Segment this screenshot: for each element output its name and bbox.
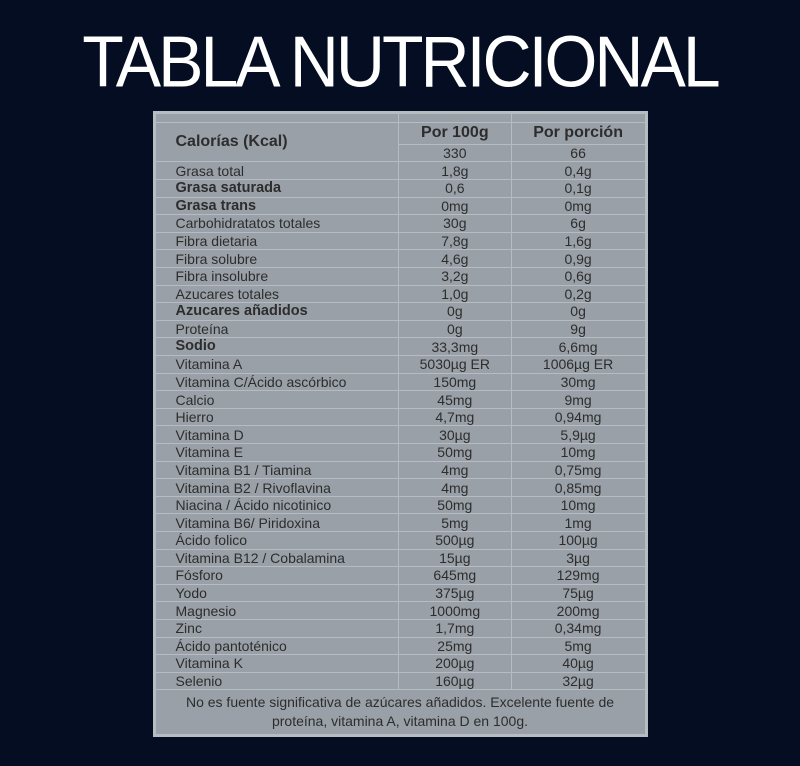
nutrient-label: Azucares totales — [154, 285, 398, 303]
table-row — [154, 584, 646, 602]
footer-note — [154, 690, 646, 736]
nutrient-value-per-portion: 0,1g — [511, 179, 646, 197]
table-row — [154, 232, 646, 250]
footer-note-line-2: proteína, vitamina A, vitamina D en 100g. — [271, 713, 529, 730]
nutrient-value-per-portion: 9mg — [511, 391, 646, 409]
nutrient-value-per-portion: 5,9µg — [511, 426, 646, 444]
nutrient-label: Vitamina A — [154, 356, 398, 374]
nutrient-value-per-100g: 45mg — [398, 391, 511, 409]
table-body — [154, 162, 646, 690]
column-header-per-100g: Por 100g — [398, 123, 511, 145]
nutrient-value-per-portion: 0g — [511, 303, 646, 321]
table-row — [154, 267, 646, 285]
table-row — [154, 197, 646, 215]
nutrient-value-per-portion: 6g — [511, 215, 646, 233]
nutrient-value-per-100g: 3,2g — [398, 267, 511, 285]
nutrient-value-per-100g: 0mg — [398, 197, 511, 215]
nutrient-label: Proteína — [154, 320, 398, 338]
nutrient-value-per-100g: 7,8g — [398, 232, 511, 250]
table-row — [154, 285, 646, 303]
nutrient-label: Vitamina B2 / Rivoflavina — [154, 479, 398, 497]
nutrient-value-per-100g: 30µg — [398, 426, 511, 444]
table-top-spacer-row — [154, 113, 646, 123]
table-row — [154, 426, 646, 444]
table-row — [154, 479, 646, 497]
nutrient-value-per-portion: 0,75mg — [511, 461, 646, 479]
table-footer-row — [154, 690, 646, 736]
nutrient-value-per-portion: 0,6g — [511, 267, 646, 285]
nutrient-value-per-100g: 0g — [398, 320, 511, 338]
nutrient-value-per-100g: 500µg — [398, 532, 511, 550]
calories-value-per-portion: 66 — [511, 145, 646, 162]
table-row — [154, 514, 646, 532]
table-row — [154, 179, 646, 197]
nutrient-value-per-portion: 100µg — [511, 532, 646, 550]
nutrient-value-per-100g: 50mg — [398, 444, 511, 462]
nutrient-label: Grasa trans — [154, 197, 398, 215]
nutrient-value-per-portion: 6,6mg — [511, 338, 646, 356]
table-row — [154, 549, 646, 567]
table-row — [154, 461, 646, 479]
nutrient-value-per-100g: 160µg — [398, 672, 511, 690]
nutrient-label: Vitamina B6/ Piridoxina — [154, 514, 398, 532]
nutrient-value-per-portion: 75µg — [511, 584, 646, 602]
nutrient-value-per-100g: 25mg — [398, 637, 511, 655]
table-row — [154, 620, 646, 638]
nutrient-value-per-100g: 5mg — [398, 514, 511, 532]
table-row — [154, 373, 646, 391]
nutrient-label: Selenio — [154, 672, 398, 690]
nutrient-label: Sodio — [154, 338, 398, 356]
nutrient-value-per-portion: 10mg — [511, 496, 646, 514]
nutrient-value-per-portion: 5mg — [511, 637, 646, 655]
nutrient-label: Vitamina K — [154, 655, 398, 673]
nutrient-value-per-100g: 645mg — [398, 567, 511, 585]
table-row — [154, 567, 646, 585]
nutrient-label: Calcio — [154, 391, 398, 409]
table-row — [154, 162, 646, 180]
spacer-cell — [511, 113, 646, 123]
nutrient-value-per-portion: 0,34mg — [511, 620, 646, 638]
nutrient-label: Fibra dietaria — [154, 232, 398, 250]
nutrient-value-per-100g: 150mg — [398, 373, 511, 391]
nutrient-value-per-100g: 33,3mg — [398, 338, 511, 356]
nutrient-label: Vitamina D — [154, 426, 398, 444]
nutrient-value-per-portion: 0,9g — [511, 250, 646, 268]
nutrient-label: Vitamina C/Ácido ascórbico — [154, 373, 398, 391]
nutrient-value-per-portion: 32µg — [511, 672, 646, 690]
nutrient-value-per-100g: 1000mg — [398, 602, 511, 620]
nutrient-label: Magnesio — [154, 602, 398, 620]
nutrient-value-per-portion: 0,4g — [511, 162, 646, 180]
nutrient-label: Ácido pantoténico — [154, 637, 398, 655]
table-row — [154, 637, 646, 655]
table-row — [154, 320, 646, 338]
nutrient-label: Vitamina E — [154, 444, 398, 462]
nutrient-label: Ácido folico — [154, 532, 398, 550]
nutrient-value-per-portion: 129mg — [511, 567, 646, 585]
nutrient-value-per-100g: 5030µg ER — [398, 356, 511, 374]
nutrient-value-per-portion: 10mg — [511, 444, 646, 462]
nutrient-value-per-100g: 50mg — [398, 496, 511, 514]
nutrient-value-per-portion: 9g — [511, 320, 646, 338]
nutrient-label: Vitamina B1 / Tiamina — [154, 461, 398, 479]
spacer-cell — [398, 113, 511, 123]
nutrient-value-per-portion: 1mg — [511, 514, 646, 532]
nutrient-value-per-portion: 0mg — [511, 197, 646, 215]
nutrient-value-per-100g: 1,8g — [398, 162, 511, 180]
nutrient-value-per-100g: 0,6 — [398, 179, 511, 197]
table-row — [154, 655, 646, 673]
table-row — [154, 250, 646, 268]
nutrient-label: Fibra solubre — [154, 250, 398, 268]
table-row — [154, 602, 646, 620]
nutrient-label: Carbohidratatos totales — [154, 215, 398, 233]
nutrient-value-per-portion: 1,6g — [511, 232, 646, 250]
nutrient-value-per-portion: 0,94mg — [511, 408, 646, 426]
table-row — [154, 338, 646, 356]
nutrient-value-per-100g: 4mg — [398, 461, 511, 479]
column-header-per-portion: Por porción — [511, 123, 646, 145]
nutrient-label: Azucares añadidos — [154, 303, 398, 321]
table-row — [154, 532, 646, 550]
nutrient-value-per-portion: 40µg — [511, 655, 646, 673]
footer-note-line-1: No es fuente significativa de azúcares añadidos. Excelente fuente de — [185, 694, 615, 711]
table-row — [154, 444, 646, 462]
nutrient-value-per-portion: 1006µg ER — [511, 356, 646, 374]
nutrient-value-per-100g: 0g — [398, 303, 511, 321]
page-title: TABLA NUTRICIONAL — [82, 21, 718, 103]
table-header-row — [154, 123, 646, 145]
nutrient-label: Hierro — [154, 408, 398, 426]
nutrient-value-per-100g: 1,7mg — [398, 620, 511, 638]
nutrient-value-per-100g: 4,6g — [398, 250, 511, 268]
nutrient-value-per-100g: 4mg — [398, 479, 511, 497]
nutrient-value-per-100g: 200µg — [398, 655, 511, 673]
nutrient-value-per-100g: 15µg — [398, 549, 511, 567]
nutrient-value-per-portion: 200mg — [511, 602, 646, 620]
nutrient-value-per-100g: 1,0g — [398, 285, 511, 303]
nutrient-label: Grasa saturada — [154, 179, 398, 197]
nutrient-label: Vitamina B12 / Cobalamina — [154, 549, 398, 567]
nutrient-label: Grasa total — [154, 162, 398, 180]
nutrient-value-per-100g: 30g — [398, 215, 511, 233]
spacer-cell — [154, 113, 398, 123]
nutrient-label: Niacina / Ácido nicotinico — [154, 496, 398, 514]
table-row — [154, 391, 646, 409]
nutrient-value-per-portion: 0,2g — [511, 285, 646, 303]
nutrient-label: Fósforo — [154, 567, 398, 585]
table-row — [154, 303, 646, 321]
nutrient-value-per-portion: 30mg — [511, 373, 646, 391]
nutrient-value-per-100g: 375µg — [398, 584, 511, 602]
nutrition-table — [153, 111, 648, 737]
table-row — [154, 356, 646, 374]
calories-header-label: Calorías (Kcal) — [154, 123, 398, 162]
nutrient-value-per-portion: 3µg — [511, 549, 646, 567]
nutrient-label: Zinc — [154, 620, 398, 638]
calories-value-per-100g: 330 — [398, 145, 511, 162]
nutrient-label: Yodo — [154, 584, 398, 602]
nutrient-value-per-portion: 0,85mg — [511, 479, 646, 497]
table-row — [154, 496, 646, 514]
table-row — [154, 408, 646, 426]
nutrient-label: Fibra insolubre — [154, 267, 398, 285]
nutrient-value-per-100g: 4,7mg — [398, 408, 511, 426]
table-row — [154, 672, 646, 690]
table-row — [154, 215, 646, 233]
